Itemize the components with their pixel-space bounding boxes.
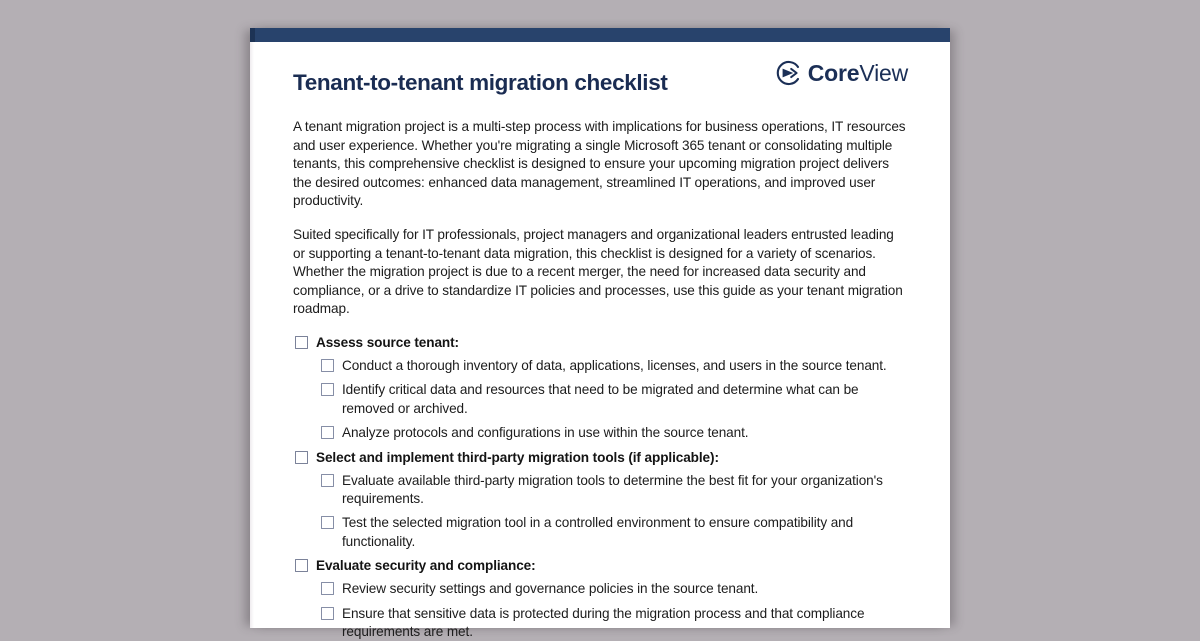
intro-paragraph-2: Suited specifically for IT professionals, project managers and organizational leaders entrusted leading or supporting a tenant-to-tenant data migration, this checklist is designed for a variety of scenarios. Whether the migration project is due to a recent merger, the need for increased data security and compliance, or a drive to standardize IT policies and processes, use this guide as your tenant migration roadmap. xyxy=(293,226,903,317)
checklist xyxy=(250,334,950,641)
document-header xyxy=(250,42,950,102)
checkbox[interactable] xyxy=(295,336,308,349)
checklist-item-row[interactable] xyxy=(293,580,907,598)
checklist-item-row[interactable] xyxy=(293,357,907,375)
checkbox[interactable] xyxy=(321,359,334,372)
checklist-group-row[interactable] xyxy=(293,449,907,467)
checklist-group-row[interactable] xyxy=(293,334,907,352)
intro-paragraph-1: A tenant migration project is a multi-step process with implications for business operations, IT resources and user experience. Whether you're migrating a single Microsoft 365 tenant or consolidating multiple tenants, this comprehensive checklist is designed to ensure your upcoming migration project delivers the desired outcomes: enhanced data management, streamlined IT operations, and improved user productivity. xyxy=(293,119,906,209)
checkbox[interactable] xyxy=(321,474,334,487)
checklist-group xyxy=(293,557,907,641)
checklist-item-row[interactable] xyxy=(293,605,907,641)
page-content xyxy=(250,42,950,639)
checklist-item-row[interactable] xyxy=(293,381,907,418)
checklist-group xyxy=(293,334,907,443)
coreview-logo-text xyxy=(807,59,908,86)
checkbox[interactable] xyxy=(321,582,334,595)
checklist-item-label: Review security settings and governance policies in the source tenant. xyxy=(342,581,759,597)
checkbox[interactable] xyxy=(321,426,334,439)
checklist-item-label: Identify critical data and resources that need to be migrated and determine what can be removed or archived. xyxy=(342,382,859,416)
checkbox[interactable] xyxy=(295,451,308,464)
coreview-logo xyxy=(776,60,908,86)
intro-paragraphs xyxy=(250,118,950,319)
checklist-group-row[interactable] xyxy=(293,557,907,575)
checkbox[interactable] xyxy=(295,559,308,572)
logo-text-view: View xyxy=(859,59,908,86)
page-accent-bar xyxy=(250,28,950,42)
checkbox[interactable] xyxy=(321,607,334,620)
page-title: Tenant-to-tenant migration checklist xyxy=(293,70,668,95)
checklist-group-label: Evaluate security and compliance: xyxy=(316,558,536,574)
checklist-group-label: Select and implement third-party migration tools (if applicable): xyxy=(316,449,719,465)
checklist-item-label: Analyze protocols and configurations in use within the source tenant. xyxy=(342,425,749,441)
checklist-group xyxy=(293,449,907,552)
checklist-item-row[interactable] xyxy=(293,472,907,509)
checkbox[interactable] xyxy=(321,516,334,529)
checklist-item-row[interactable] xyxy=(293,424,907,442)
checklist-item-label: Evaluate available third-party migration tools to determine the best fit for your organization's requirements. xyxy=(342,472,883,506)
checkbox[interactable] xyxy=(321,383,334,396)
checklist-item-label: Test the selected migration tool in a controlled environment to ensure compatibility and functionality. xyxy=(342,515,854,549)
checklist-item-row[interactable] xyxy=(293,514,907,551)
checklist-group-label: Assess source tenant: xyxy=(316,334,459,350)
checklist-item-label: Conduct a thorough inventory of data, applications, licenses, and users in the source tenant. xyxy=(342,357,887,373)
checklist-item-label: Ensure that sensitive data is protected during the migration process and that compliance requirements are met. xyxy=(342,605,865,639)
logo-text-core: Core xyxy=(807,59,860,86)
coreview-arrow-logo-icon xyxy=(776,60,802,86)
document-page xyxy=(250,28,950,639)
